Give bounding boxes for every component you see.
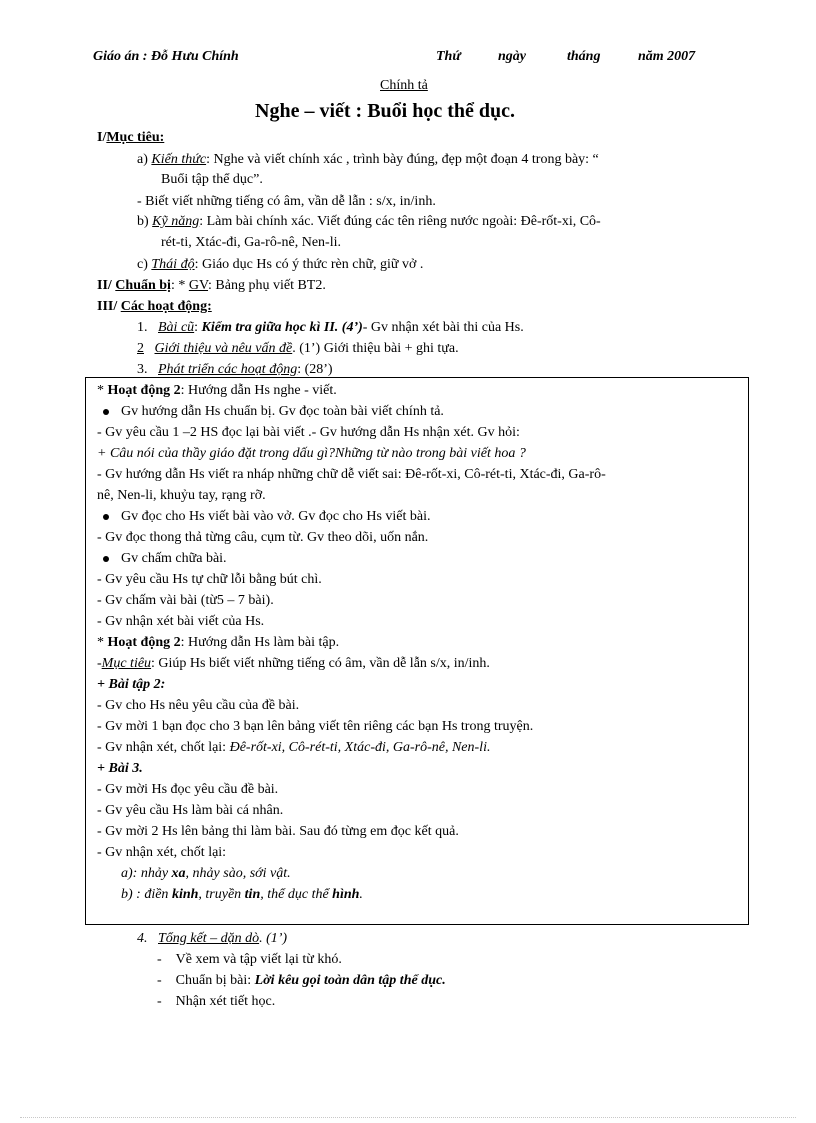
box-line-16: - Gv cho Hs nêu yêu cầu của đề bài. — [97, 698, 300, 713]
summary-item-2: - Chuẩn bị bài: Lời kêu gọi toàn dân tập thể dục. — [157, 973, 446, 988]
box-line-7: Gv đọc cho Hs viết bài vào vở. Gv đọc cho Hs viết bài. — [103, 509, 431, 525]
bullet-icon — [103, 556, 109, 562]
section-3-heading: III/ Các hoạt động: — [97, 299, 212, 314]
header-nam: năm 2007 — [638, 49, 696, 64]
box-line-9: Gv chấm chữa bài. — [103, 551, 227, 567]
objective-knowledge-cont: Buổi tập thể dục”. — [161, 172, 263, 187]
box-line-20: - Gv mời Hs đọc yêu cầu đề bài. — [97, 782, 279, 797]
box-line-4: + Câu nói của thầy giáo đặt trong dấu gì?Những từ nào trong bài viết hoa ? — [97, 446, 526, 461]
objective-attitude: c) Thái độ: Giáo dục Hs có ý thức rèn chữ, giữ vở . — [137, 257, 424, 272]
box-line-10: - Gv yêu cầu Hs tự chữ lỗi bằng bút chì. — [97, 572, 322, 587]
box-line-3: - Gv yêu cầu 1 –2 HS đọc lại bài viết .- Gv hướng dẫn Hs nhận xét. Gv hỏi: — [97, 425, 520, 440]
box-line-24: a): nhảy xa, nhảy sào, sới vật. — [121, 866, 291, 881]
box-line-23: - Gv nhận xét, chốt lại: — [97, 845, 227, 860]
box-line-17: - Gv mời 1 bạn đọc cho 3 bạn lên bảng viết tên riêng các bạn Hs trong truyện. — [97, 719, 534, 734]
activity-old-lesson: 1. Bài cũ: Kiểm tra giữa học kì II. (4’)- Gv nhận xét bài thi của Hs. — [137, 320, 524, 335]
summary-item-3: - Nhận xét tiết học. — [157, 994, 276, 1009]
section-1-heading: I/Mục tiêu: — [97, 130, 165, 145]
header-teacher: Giáo án : Đỗ Hưu Chính — [93, 49, 239, 64]
objective-knowledge: a) Kiến thức: Nghe và viết chính xác , trình bày đúng, đẹp một đoạn 4 trong bày: “ — [137, 152, 599, 167]
box-line-14: -Mục tiêu: Giúp Hs biết viết những tiếng có âm, vần dễ lẫn s/x, in/inh. — [97, 656, 490, 671]
page-bottom-divider — [20, 1117, 796, 1118]
summary-heading: 4. Tổng kết – dặn dò. (1’) — [137, 931, 288, 946]
box-line-11: - Gv chấm vài bài (từ5 – 7 bài). — [97, 593, 274, 608]
objective-spelling: - Biết viết những tiếng có âm, vần dễ lẫn : s/x, in/inh. — [137, 194, 436, 209]
box-line-19: + Bài 3. — [97, 761, 143, 776]
header-ngay: ngày — [498, 49, 526, 64]
bullet-icon — [103, 409, 109, 415]
header-thu: Thứ — [436, 49, 461, 64]
activity-develop: 3. Phát triển các hoạt động: (28’) — [137, 362, 333, 377]
box-line-13: * Hoạt động 2: Hướng dẫn Hs làm bài tập. — [97, 635, 340, 650]
summary-item-1: - Về xem và tập viết lại từ khó. — [157, 952, 342, 967]
box-line-21: - Gv yêu cầu Hs làm bài cá nhân. — [97, 803, 284, 818]
box-line-12: - Gv nhận xét bài viết của Hs. — [97, 614, 265, 629]
objective-skill: b) Kỹ năng: Làm bài chính xác. Viết đúng các tên riêng nước ngoài: Đê-rốt-xi, Cô- — [137, 214, 601, 229]
box-line-25: b) : điền kinh, truyền tin, thể dục thể hình. — [121, 887, 363, 902]
box-line-2: Gv hướng dẫn Hs chuẩn bị. Gv đọc toàn bài viết chính tả. — [103, 404, 444, 420]
header-thang: tháng — [567, 49, 601, 64]
subject: Chính tả — [380, 78, 428, 93]
box-line-15: + Bài tập 2: — [97, 677, 166, 692]
activity-intro: 2 Giới thiệu và nêu vấn đề. (1’) Giới thiệu bài + ghi tựa. — [137, 341, 459, 356]
page-title: Nghe – viết : Buổi học thể dục. — [255, 100, 515, 122]
box-line-5: - Gv hướng dẫn Hs viết ra nháp những chữ dễ viết sai: Đê-rốt-xi, Cô-rét-ti, Xtác-đi, Ga-rô- — [97, 467, 606, 482]
bullet-icon — [103, 514, 109, 520]
objective-skill-cont: rét-ti, Xtác-đi, Ga-rô-nê, Nen-li. — [161, 235, 341, 250]
box-line-6: nê, Nen-li, khuỷu tay, rạng rỡ. — [97, 488, 266, 503]
box-line-1: * Hoạt động 2: Hướng dẫn Hs nghe - viết. — [97, 383, 337, 398]
box-line-8: - Gv đọc thong thả từng câu, cụm từ. Gv theo dõi, uốn nắn. — [97, 530, 429, 545]
box-line-22: - Gv mời 2 Hs lên bảng thi làm bài. Sau đó từng em đọc kết quả. — [97, 824, 459, 839]
section-2-heading: II/ Chuẩn bị: * GV: Bảng phụ viết BT2. — [97, 278, 326, 293]
box-line-18: - Gv nhận xét, chốt lại: Đê-rốt-xi, Cô-rét-ti, Xtác-đi, Ga-rô-nê, Nen-li. — [97, 740, 491, 755]
